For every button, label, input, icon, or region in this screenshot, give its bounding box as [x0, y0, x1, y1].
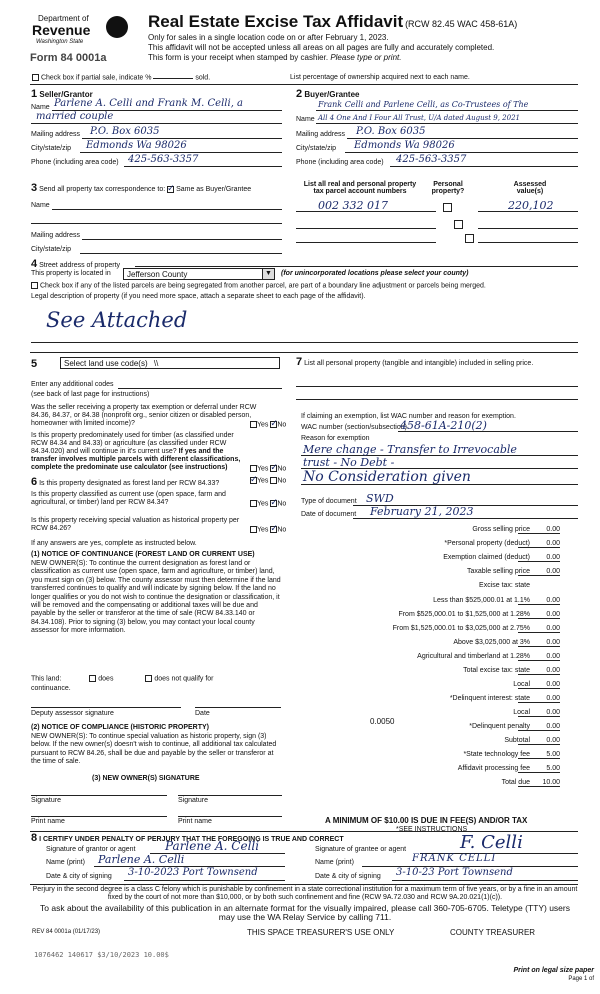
grantor-signature[interactable]: Parlene A. Celli — [165, 839, 260, 853]
treasurer-use: THIS SPACE TREASURER'S USE ONLY — [247, 928, 395, 937]
seller-name-2[interactable]: married couple — [36, 111, 114, 122]
sec5-num: 5 — [31, 358, 38, 370]
q4-no-checkbox[interactable] — [270, 500, 277, 507]
sec7-label: List all personal property (tangible and intangible) included in selling price. — [304, 360, 534, 367]
dor-logo — [30, 14, 130, 70]
grantee-name[interactable]: FRANK CELLI — [412, 853, 497, 864]
seller-phone-label: Phone (including area code) — [31, 159, 119, 166]
buyer-phone-label: Phone (including area code) — [296, 159, 384, 166]
tax-row-value[interactable]: 0.00 — [518, 695, 560, 703]
print-legal: Print on legal size paper — [513, 967, 594, 974]
page-number: Page 1 of — [568, 976, 594, 982]
dept-line1: Department of — [38, 14, 89, 23]
divider — [30, 352, 578, 353]
correspondence-row — [31, 182, 251, 194]
grantee-name-label: Name (print) — [315, 859, 354, 866]
perjury-note: Perjury in the second degree is a class C felony which is punishable by confinement in a state correctional institution for a maximum term of five years, or by a fine in an amount fixed by the court of not more than $10,000, or by both such confinement and fine (RCW 9A.72.030 and RCW 9A.20.021(1)(c)). — [32, 886, 578, 901]
swoosh-icon — [106, 16, 128, 38]
sec7-num: 7 — [296, 356, 303, 368]
q3-yes-checkbox[interactable] — [250, 477, 257, 484]
yes-label: Yes — [257, 465, 269, 473]
docdate-label: Date of document — [301, 511, 357, 518]
sig-label-2: Signature — [178, 797, 208, 804]
tax-row-value[interactable]: 0.00 — [518, 681, 560, 689]
certify-label: I CERTIFY UNDER PENALTY OF PERJURY THAT THE FOREGOING IS TRUE AND CORRECT — [39, 836, 344, 843]
q-forest: Is this property designated as forest land per RCW 84.33? — [39, 480, 220, 487]
chevron-down-icon: ▼ — [262, 269, 274, 279]
grantee-date-label: Date & city of signing — [315, 873, 381, 880]
partial-sale-percent[interactable] — [153, 78, 193, 79]
q-historic-yesno — [250, 526, 286, 533]
tax-row-value[interactable]: 0.00 — [518, 653, 560, 661]
same-as-buyer-checkbox[interactable] — [167, 186, 174, 193]
does-not-checkbox[interactable] — [145, 675, 152, 682]
q-current-use-yesno — [250, 500, 286, 507]
partial-sale-row — [32, 74, 210, 81]
tax-row-value[interactable]: 0.00 — [518, 723, 560, 731]
sig-label-1: Signature — [31, 797, 61, 804]
q-current-use: Is this property classified as current use (open space, farm and agricultural, or timber) land per RCW 84.34? — [31, 491, 226, 506]
tax-row-label: From $525,000.01 to $1,525,000 at 1.28% — [398, 611, 530, 618]
dept-line2: Revenue — [32, 22, 91, 38]
land-use-select[interactable] — [60, 357, 280, 369]
tax-row-value[interactable]: 0.00 — [518, 737, 560, 745]
grantor-date-label: Date & city of signing — [46, 873, 112, 880]
notice1-title: (1) NOTICE OF CONTINUANCE (FOREST LAND OR CURRENT USE) — [31, 551, 255, 558]
tax-row-label: Taxable selling price — [466, 568, 530, 575]
seller-city[interactable]: Edmonds Wa 98026 — [86, 140, 187, 151]
corr-city-label: City/state/zip — [31, 246, 72, 253]
tax-row-label: *Delinquent interest: state — [449, 695, 530, 702]
sec4-num: 4 — [31, 258, 38, 270]
doctype-label: Type of document — [301, 498, 357, 505]
notice2-body: NEW OWNER(S): To continue special valuation as historic property, sign (3) below. If the new owner(s) doesn't wish to continue, all additional tax calculated pursuant to RCW 84.26, shall be due and payable by the seller or transferor at the time of sale. — [31, 733, 277, 766]
doctype-value[interactable]: SWD — [366, 492, 394, 505]
notice2-title: (2) NOTICE OF COMPLIANCE (HISTORIC PROPERTY) — [31, 724, 209, 731]
print-name-label-2: Print name — [178, 818, 212, 825]
corr-name-label: Name — [31, 202, 50, 209]
header-note1: Only for sales in a single location code on or after February 1, 2023. — [148, 33, 389, 42]
seller-addr[interactable]: P.O. Box 6035 — [90, 126, 160, 137]
legal-description[interactable]: See Attached — [46, 308, 188, 332]
yes-label: Yes — [257, 526, 269, 534]
divider — [30, 84, 578, 85]
q-timber — [31, 432, 251, 472]
sec8-num: 8 — [31, 832, 38, 844]
reason-value-3[interactable]: No Consideration given — [303, 469, 471, 485]
no-label: No — [277, 465, 287, 473]
tax-row-label: *Personal property (deduct) — [444, 540, 530, 547]
local-rate: 0.0050 — [370, 717, 395, 726]
q4-yes-checkbox[interactable] — [250, 500, 257, 507]
yes-label: Yes — [257, 421, 269, 429]
wac-label: WAC number (section/subsection) — [301, 424, 407, 431]
land-use-value: \\ — [153, 359, 159, 368]
location-label: This property is located in — [31, 270, 111, 277]
minimum-note: A MINIMUM OF $10.00 IS DUE IN FEE(S) AND/OR TAX — [325, 816, 528, 825]
tax-row-label: Excise tax: state — [479, 582, 530, 589]
parcels-col3: Assessed value(s) — [513, 181, 547, 195]
notice1-body: NEW OWNER(S): To continue the current designation as forest land or classification as current use (open space, farm and agriculture, or timber) land, you must sign on (3) below. The county assessor must then determine if the land transferred continues to qualify and will indicate by signing below. If the land no longer qualifies or you do not wish to continue the designation or classification, it will be removed and the compensating or additional taxes will be due and payable by the seller or transferor at the time of sale (RCW 84.33.140 or 84.34.108). Prior to signing (3) below, you may contact your local county assessor for more information. — [31, 560, 281, 635]
tax-row-label: From $1,525,000.01 to $3,025,000 at 2.75% — [392, 625, 530, 632]
grantor-date[interactable]: 3-10-2023 Port Townsend — [128, 867, 258, 878]
form-title — [148, 12, 517, 32]
tax-row-value[interactable]: 0.00 — [518, 597, 560, 605]
buyer-addr-label: Mailing address — [296, 131, 346, 138]
buyer-name-label: Name — [296, 116, 315, 123]
same-label: Same as Buyer/Grantee — [176, 186, 252, 193]
personal-property-checkbox-3[interactable] — [465, 234, 474, 243]
corr-label: Send all property tax correspondence to: — [39, 186, 166, 193]
does-not-label: does not qualify for — [154, 675, 214, 683]
tax-row-value[interactable]: 0.00 — [518, 709, 560, 717]
yes-label: Yes — [257, 500, 269, 508]
yes-label: Yes — [257, 477, 269, 485]
if-any-note: If any answers are yes, complete as instructed below. — [31, 540, 197, 547]
enter-codes-label: Enter any additional codes — [31, 381, 114, 388]
tax-row-value[interactable]: 0.00 — [518, 540, 560, 548]
parcels-col2: Personal property? — [431, 181, 465, 195]
sec6-num: 6 — [31, 476, 38, 488]
grantor-name[interactable]: Parlene A. Celli — [98, 853, 185, 866]
see-back-label: (see back of last page for instructions) — [31, 391, 150, 398]
reason-value-2[interactable]: trust - No Debt - — [303, 456, 395, 469]
header-note3 — [148, 53, 401, 62]
reason-label: Reason for exemption — [301, 435, 370, 442]
q-timber-yesno — [250, 465, 286, 472]
seller-title: Seller/Grantor — [39, 90, 93, 99]
tax-row-label: Agricultural and timberland at 1.28% — [417, 653, 530, 660]
tax-row-label: Less than $525,000.01 at 1.1% — [433, 597, 530, 604]
tax-row-label: Subtotal — [504, 737, 530, 744]
this-land-label: This land: — [31, 675, 62, 683]
grantor-sig-label: Signature of grantor or agent — [46, 846, 136, 853]
title-ref: (RCW 82.45 WAC 458-61A) — [405, 19, 518, 29]
parcels-col1: List all real and personal property tax parcel account numbers — [303, 181, 417, 195]
no-label: No — [277, 477, 287, 485]
no-label: No — [277, 526, 287, 534]
tax-row-value[interactable]: 0.00 — [518, 639, 560, 647]
ownership-note: List percentage of ownership acquired next to each name. — [290, 74, 470, 81]
q-exemption-yesno — [250, 421, 286, 428]
grantee-signature[interactable]: F. Celli — [460, 832, 523, 853]
tax-row-label: *Delinquent penalty — [469, 723, 530, 730]
header-note3b: Please type or print. — [330, 53, 402, 62]
county-hint: (for unincorporated locations please select your county) — [281, 270, 469, 277]
tax-row-value[interactable]: 5.00 — [518, 751, 560, 759]
tax-row-value[interactable]: 10.00 — [518, 779, 560, 787]
tax-row-value[interactable]: 0.00 — [518, 667, 560, 675]
see-instructions: *SEE INSTRUCTIONS — [396, 826, 468, 833]
buyer-name-2[interactable]: All 4 One And I Four All Trust, U/A dated August 9, 2021 — [318, 114, 520, 122]
new-owner-sig-title: (3) NEW OWNER(S) SIGNATURE — [92, 775, 200, 782]
buyer-title: Buyer/Grantee — [304, 90, 360, 99]
seller-num: 1 — [31, 88, 38, 100]
does-checkbox[interactable] — [89, 675, 96, 682]
seller-name[interactable]: Parlene A. Celli and Frank M. Celli, a — [54, 98, 244, 109]
buyer-city-label: City/state/zip — [296, 145, 337, 152]
reason-value-1[interactable]: Mere change - Transfer to Irrevocable — [303, 443, 517, 456]
exempt-label: If claiming an exemption, list WAC number and reason for exemption. — [301, 413, 516, 420]
q5-yes-checkbox[interactable] — [250, 526, 257, 533]
buyer-phone[interactable]: 425-563-3357 — [396, 154, 467, 165]
corr-addr-label: Mailing address — [31, 232, 81, 239]
no-label: No — [277, 500, 287, 508]
grantee-date[interactable]: 3-10-23 Port Townsend — [396, 867, 513, 878]
q1-yes-checkbox[interactable] — [250, 421, 257, 428]
segregated-checkbox[interactable] — [31, 282, 38, 289]
tax-row-value[interactable]: 5.00 — [518, 765, 560, 773]
receipt-stamp: 1076462 140617 $3/10/2023 10.00$ — [34, 951, 169, 959]
tax-row-label: Local — [513, 709, 530, 716]
tax-row-label: Total excise tax: state — [463, 667, 530, 674]
tax-row-label: Local — [513, 681, 530, 688]
partial-sale-label: Check box if partial sale, indicate % — [40, 74, 152, 82]
segregated-label: Check box if any of the listed parcels are being segregated from another parcel, are part of a boundary line adjustment or parcels being merged. — [39, 282, 486, 290]
seller-phone[interactable]: 425-563-3357 — [128, 154, 199, 165]
buyer-addr[interactable]: P.O. Box 6035 — [356, 126, 426, 137]
deputy-label: Deputy assessor signature — [31, 710, 114, 717]
street-row — [31, 258, 120, 270]
seller-city-label: City/state/zip — [31, 145, 72, 152]
forest-row — [31, 476, 219, 488]
tax-row-value[interactable]: 0.00 — [518, 611, 560, 619]
q-timber-bold: If yes and the transfer involves multiple parcels with different classifications, complete the predominate use calculator (see instructions) — [31, 448, 241, 471]
buyer-city[interactable]: Edmonds Wa 98026 — [354, 140, 455, 151]
segregated-row — [31, 282, 486, 289]
street-label: Street address of property — [39, 262, 121, 269]
q-forest-yesno — [250, 477, 286, 484]
personal-property-checkbox-1[interactable] — [443, 203, 452, 212]
q5-no-checkbox[interactable] — [270, 526, 277, 533]
corr-num: 3 — [31, 182, 38, 194]
buyer-heading — [296, 88, 360, 100]
divider — [30, 884, 578, 885]
county-value: Jefferson County — [127, 270, 188, 279]
accessibility-note: To ask about the availability of this publication in an alternate format for the visually impaired, please call 360-705-6705. Teletype (TTY) users may use the WA Relay Service by calling 711. — [40, 903, 570, 922]
wac-value[interactable]: 458-61A-210(2) — [400, 419, 487, 432]
grantor-name-label: Name (print) — [46, 859, 85, 866]
docdate-value[interactable]: February 21, 2023 — [370, 505, 474, 518]
tax-row-label: Gross selling price — [472, 526, 530, 533]
deputy-date-label: Date — [195, 710, 210, 717]
tax-row-label: Exemption claimed (deduct) — [443, 554, 530, 561]
q1-no-checkbox[interactable] — [270, 421, 277, 428]
parcel-number-1[interactable]: 002 332 017 — [318, 199, 388, 212]
county-treasurer: COUNTY TREASURER — [450, 928, 536, 937]
form-number: Form 84 0001a — [30, 52, 107, 64]
seller-addr-label: Mailing address — [31, 131, 81, 138]
print-name-label-1: Print name — [31, 818, 65, 825]
grantee-sig-label: Signature of grantee or agent — [315, 846, 407, 853]
does-label: does — [98, 675, 114, 683]
qualify-row — [31, 675, 214, 682]
tax-row-label: *State technology fee — [463, 751, 530, 758]
header-note3a: This form is your receipt when stamped by cashier. — [148, 53, 329, 62]
q-timber-text: Is this property predominately used for timber (as classified under RCW 84.34 and 84.33) or agriculture (as classified under RCW 84.34.020) and will continue in it's current use? — [31, 432, 234, 455]
legal-label: Legal description of property (if you need more space, attach a separate sheet to each page of the affidavit). — [31, 293, 366, 300]
tax-row-label: Total due — [501, 779, 530, 786]
personal-property-checkbox-2[interactable] — [454, 220, 463, 229]
buyer-name[interactable]: Frank Celli and Parlene Celli, as Co-Trustees of The — [318, 100, 529, 109]
rev-number: REV 84 0001a (01/17/23) — [32, 929, 101, 935]
dept-line3: Washington State — [36, 39, 84, 45]
no-label: No — [277, 421, 287, 429]
county-select[interactable] — [123, 268, 275, 280]
tax-row-value[interactable]: 0.00 — [518, 526, 560, 534]
tax-row-value[interactable]: 0.00 — [518, 625, 560, 633]
tax-row-value[interactable]: 0.00 — [518, 554, 560, 562]
tax-row-label: Above $3,025,000 at 3% — [453, 639, 530, 646]
seller-name-label: Name — [31, 104, 50, 111]
q3-no-checkbox[interactable] — [270, 477, 277, 484]
continuance-label: continuance. — [31, 685, 71, 692]
q2-no-checkbox[interactable] — [270, 465, 277, 472]
q-exemption: Was the seller receiving a property tax exemption or deferral under RCW 84.36, 84.37, or 84.38 (nonprofit org., senior citizen or disabled person, homeowner with limited income)? — [31, 404, 257, 427]
q2-yes-checkbox[interactable] — [250, 465, 257, 472]
q-historic: Is this property receiving special valuation as historical property per RCW 84.26? — [31, 517, 240, 532]
tax-row-value[interactable]: 0.00 — [518, 568, 560, 576]
assessed-value-1[interactable]: 220,102 — [508, 199, 554, 212]
header-note2: This affidavit will not be accepted unless all areas on all pages are fully and accurately completed. — [148, 43, 495, 52]
partial-sale-label2: sold. — [195, 74, 211, 82]
title-main: Real Estate Excise Tax Affidavit — [148, 12, 404, 31]
partial-sale-checkbox[interactable] — [32, 74, 39, 81]
tax-row-label: Affidavit processing fee — [457, 765, 530, 772]
buyer-num: 2 — [296, 88, 303, 100]
land-use-label: Select land use code(s) — [64, 359, 148, 368]
sec7-row — [296, 358, 576, 368]
